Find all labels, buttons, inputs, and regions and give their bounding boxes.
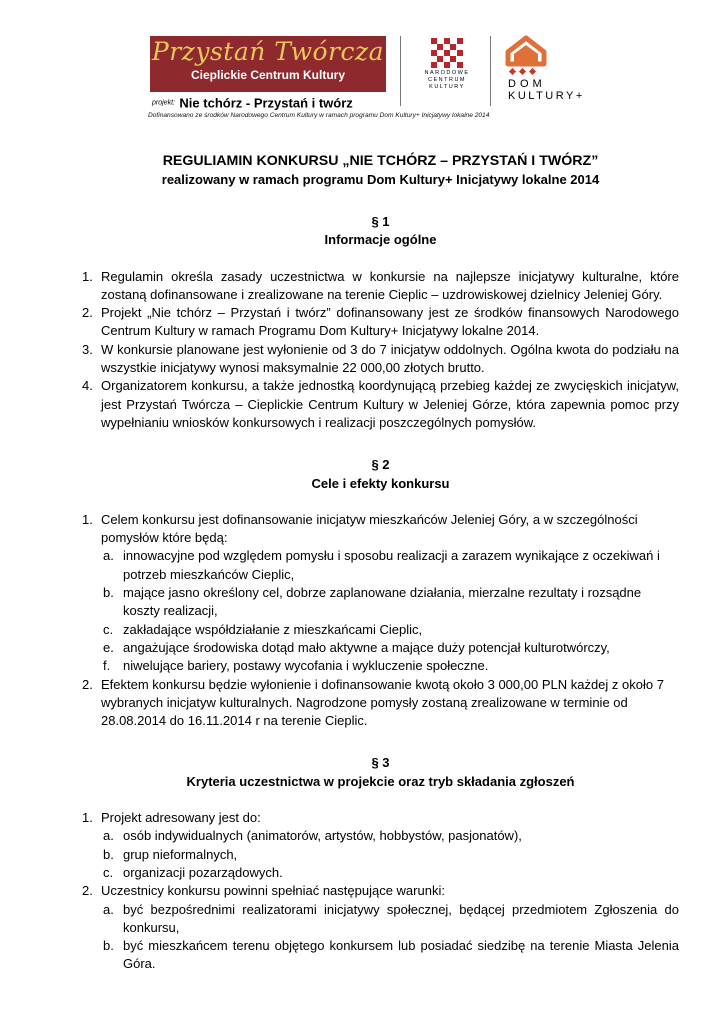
- funding-note: Dofinansowano ze środków Narodowego Centrum Kultury w ramach programu Dom Kultury+ Inicjatywy lokalne 2014: [148, 112, 490, 119]
- item-text: Efektem konkursu będzie wyłonienie i dofinansowanie kwotą około 3 000,00 PLN każdej z około 7 wybranych inicjatyw kulturalnych. Nagrodzone pomysły zostaną zrealizowane w terminie od 28.08.2014 do 16.11.2014 r na terenie Cieplic.: [101, 676, 664, 729]
- section-1-number: § 1: [371, 214, 390, 229]
- item-text: Projekt „Nie tchórz – Przystań i twórz” dofinansowany jest ze środków finansowych Narodowego Centrum Kultury w ramach Programu Dom Kultury+ Inicjatywy lokalne 2014.: [101, 305, 679, 339]
- item-number: 2.: [82, 883, 93, 899]
- sub-item: [103, 864, 679, 882]
- section-2-title: Cele i efekty konkursu: [311, 475, 450, 491]
- list-item: [82, 676, 679, 731]
- item-number: 1.: [82, 511, 93, 527]
- sub-item-letter: e.: [103, 639, 114, 655]
- dom-kultury-logo: [500, 34, 596, 106]
- sub-item: [103, 846, 679, 864]
- section-1-list: [82, 268, 679, 433]
- item-number: 4.: [82, 378, 93, 394]
- section-3-list: [82, 809, 679, 974]
- przystan-tworcza-logo: [150, 36, 386, 92]
- item-text: Organizatorem konkursu, a także jednostką koordynującą przebieg każdej ze zwycięskich inicjatyw, jest Przystań Twórcza – Cieplickie Centrum Kultury w Jeleniej Górze, która zapewnia pomoc przy wypełnianiu wniosków konkursowych i realizacji poszczególnych pomysłów.: [101, 378, 679, 430]
- sub-item-letter: a.: [103, 828, 114, 844]
- dk-house-icon: [504, 34, 548, 78]
- nck-castle-icon: [430, 38, 464, 68]
- sub-item-letter: a.: [103, 548, 114, 564]
- nck-line3: KULTURY: [429, 84, 465, 90]
- item-text: W konkursie planowane jest wyłonienie od 3 do 7 inicjatyw oddolnych. Ogólna kwota do podziału na wszystkie inicjatywy wynosi maksymalnie 22 000,00 złotych brutto.: [101, 341, 679, 376]
- sub-item: [103, 639, 679, 657]
- section-1-title: Informacje ogólne: [324, 232, 437, 248]
- sub-list: [103, 901, 679, 974]
- nck-line2: CENTRUM: [428, 77, 466, 83]
- project-name: Nie tchórz - Przystań i twórz: [179, 95, 353, 111]
- sub-item-letter: f.: [103, 658, 111, 674]
- list-item: [82, 268, 679, 305]
- sub-item-text: zakładające współdziałanie z mieszkańcami Cieplic,: [123, 621, 423, 637]
- sub-item-letter: b.: [103, 938, 114, 954]
- regulation-document: [82, 152, 679, 974]
- header-banner: [148, 32, 600, 122]
- sub-item-text: mające jasno określony cel, dobrze zaplanowane działania, mierzalne rezultaty i rozsądne koszty realizacji,: [123, 585, 642, 619]
- sub-item: [103, 657, 679, 675]
- item-number: 2.: [82, 305, 93, 321]
- sub-item: [103, 584, 679, 621]
- sub-item: [103, 547, 679, 584]
- sub-item-text: angażujące środowiska dotąd mało aktywne a mające duży potencjał kulturotwórczy,: [123, 639, 610, 655]
- list-item: [82, 809, 679, 882]
- sub-item-letter: b.: [103, 846, 114, 862]
- section-2-number: § 2: [371, 457, 390, 473]
- item-number: 1.: [82, 268, 93, 284]
- item-text: Projekt adresowany jest do:: [101, 810, 261, 826]
- sub-list: [103, 547, 679, 675]
- section-3-title: Kryteria uczestnictwa w projekcie oraz tryb składania zgłoszeń: [186, 773, 575, 789]
- brand-title: Przystań Twórcza: [151, 37, 385, 66]
- dk-line2: KULTURY+: [508, 90, 585, 102]
- sub-item-text: osób indywidualnych (animatorów, artystów, hobbystów, pasjonatów),: [123, 828, 522, 844]
- nck-logo: [412, 38, 482, 110]
- document-title: REGULIAMIN KONKURSU „NIE TCHÓRZ – PRZYSTAŃ I TWÓRZ”: [162, 153, 599, 169]
- item-number: 2.: [82, 676, 93, 692]
- sub-item: [103, 827, 679, 845]
- sub-item-text: być mieszkańcem terenu objętego konkursem lub posiadać siedzibę na terenie Miasta Jelenia Góra.: [123, 938, 679, 972]
- sub-item-text: innowacyjne pod względem pomysłu i sposobu realizacji a zarazem wynikające z oczekiwań i potrzeb mieszkańców Cieplic,: [123, 548, 660, 582]
- list-item: [82, 377, 679, 432]
- sub-item-text: grup nieformalnych,: [123, 846, 238, 862]
- sub-item: [103, 901, 679, 938]
- sub-item: [103, 937, 679, 974]
- sub-item-letter: c.: [103, 864, 114, 880]
- list-item: [82, 511, 679, 676]
- sub-item: [103, 621, 679, 639]
- sub-item-text: być bezpośrednimi realizatorami inicjatywy społecznej, będącej przedmiotem Zgłoszenia do konkursu,: [123, 901, 679, 935]
- sub-item-text: niwelujące bariery, postawy wycofania i wykluczenie społeczne.: [123, 658, 489, 674]
- item-number: 1.: [82, 810, 93, 826]
- item-text: Celem konkursu jest dofinansowanie inicjatyw mieszkańców Jeleniej Góry, a w szczególności pomysłów które będą:: [101, 511, 638, 546]
- nck-line1: NARODOWE: [424, 70, 470, 76]
- project-line: [152, 94, 353, 112]
- sub-item-letter: a.: [103, 901, 114, 917]
- sub-item-text: organizacji pozarządowych.: [123, 864, 283, 880]
- item-text: Regulamin określa zasady uczestnictwa w konkursie na najlepsze inicjatywy kulturalne, które zostaną dofinansowane i zrealizowane na terenie Cieplic – uzdrowiskowej dzielnicy Jeleniej Góry.: [101, 268, 679, 302]
- sub-list: [103, 827, 679, 882]
- header-divider: [490, 36, 491, 106]
- dk-line1: DOM: [508, 78, 546, 90]
- item-number: 3.: [82, 341, 93, 357]
- list-item: [82, 882, 679, 973]
- list-item: [82, 304, 679, 341]
- project-prefix: projekt:: [152, 99, 175, 107]
- section-2-list: [82, 511, 679, 731]
- list-item: [82, 341, 679, 378]
- section-3-number: § 3: [371, 755, 390, 771]
- sub-item-letter: b.: [103, 585, 114, 601]
- item-text: Uczestnicy konkursu powinni spełniać następujące warunki:: [101, 883, 445, 899]
- brand-subtitle: Cieplickie Centrum Kultury: [190, 68, 346, 82]
- sub-item-letter: c.: [103, 621, 114, 637]
- document-subtitle: realizowany w ramach programu Dom Kultury+ Inicjatywy lokalne 2014: [161, 172, 600, 187]
- header-divider: [400, 36, 401, 106]
